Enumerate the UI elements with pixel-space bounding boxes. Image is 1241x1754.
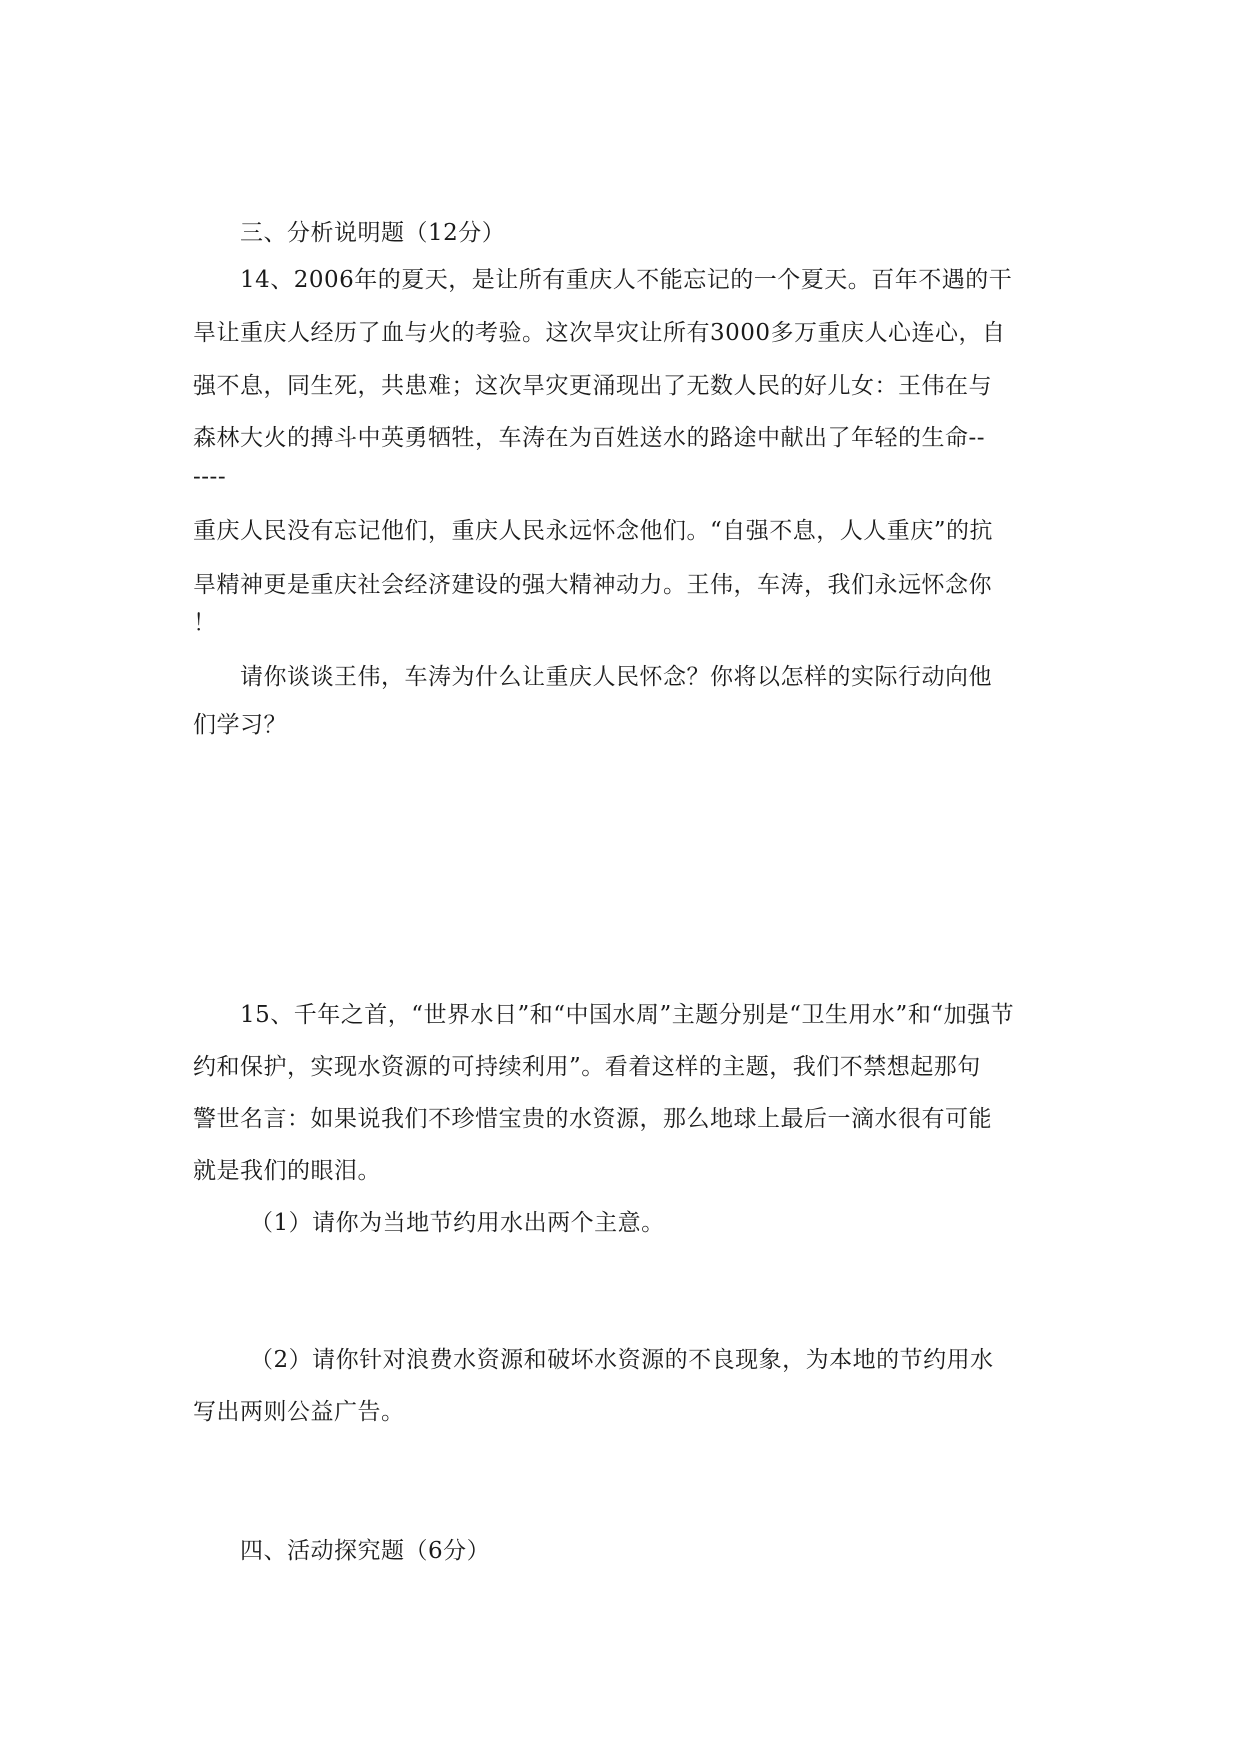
q15-line-3: 警世名言：如果说我们不珍惜宝贵的水资源，那么地球上最后一滴水很有可能 bbox=[193, 1106, 992, 1132]
q15-subquestion-1: （1）请你为当地节约用水出两个主意。 bbox=[250, 1210, 665, 1236]
q14-line-8: ！ bbox=[193, 610, 217, 636]
q14-line-3: 强不息，同生死，共患难；这次旱灾更涌现出了无数人民的好儿女：王伟在与 bbox=[193, 373, 992, 399]
q15-subquestion-2-line-2: 写出两则公益广告。 bbox=[193, 1399, 405, 1425]
q15-subquestion-2-line-1: （2）请你针对浪费水资源和破坏水资源的不良现象，为本地的节约用水 bbox=[250, 1347, 994, 1373]
q14-question-line-1: 请你谈谈王伟，车涛为什么让重庆人民怀念？你将以怎样的实际行动向他 bbox=[240, 664, 992, 690]
q15-line-4: 就是我们的眼泪。 bbox=[193, 1158, 381, 1184]
q14-line-5: ---- bbox=[193, 464, 227, 490]
section-3-heading: 三、分析说明题（12分） bbox=[240, 220, 506, 246]
q14-line-7: 旱精神更是重庆社会经济建设的强大精神动力。王伟，车涛，我们永远怀念你 bbox=[193, 572, 992, 598]
q15-line-2: 约和保护，实现水资源的可持续利用”。看着这样的主题，我们不禁想起那句 bbox=[193, 1054, 981, 1080]
q14-line-6: 重庆人民没有忘记他们，重庆人民永远怀念他们。“自强不息，人人重庆”的抗 bbox=[193, 518, 994, 544]
q14-line-1: 14、2006年的夏天，是让所有重庆人不能忘记的一个夏天。百年不遇的干 bbox=[240, 267, 1013, 293]
q14-line-4: 森林大火的搏斗中英勇牺牲，车涛在为百姓送水的路途中献出了年轻的生命-- bbox=[193, 425, 986, 451]
q14-question-line-2: 们学习？ bbox=[193, 712, 287, 738]
q15-line-1: 15、千年之首，“世界水日”和“中国水周”主题分别是“卫生用水”和“加强节 bbox=[240, 1002, 1015, 1028]
section-4-heading: 四、活动探究题（6分） bbox=[240, 1538, 491, 1564]
q14-line-2: 旱让重庆人经历了血与火的考验。这次旱灾让所有3000多万重庆人心连心，自 bbox=[193, 320, 1006, 346]
